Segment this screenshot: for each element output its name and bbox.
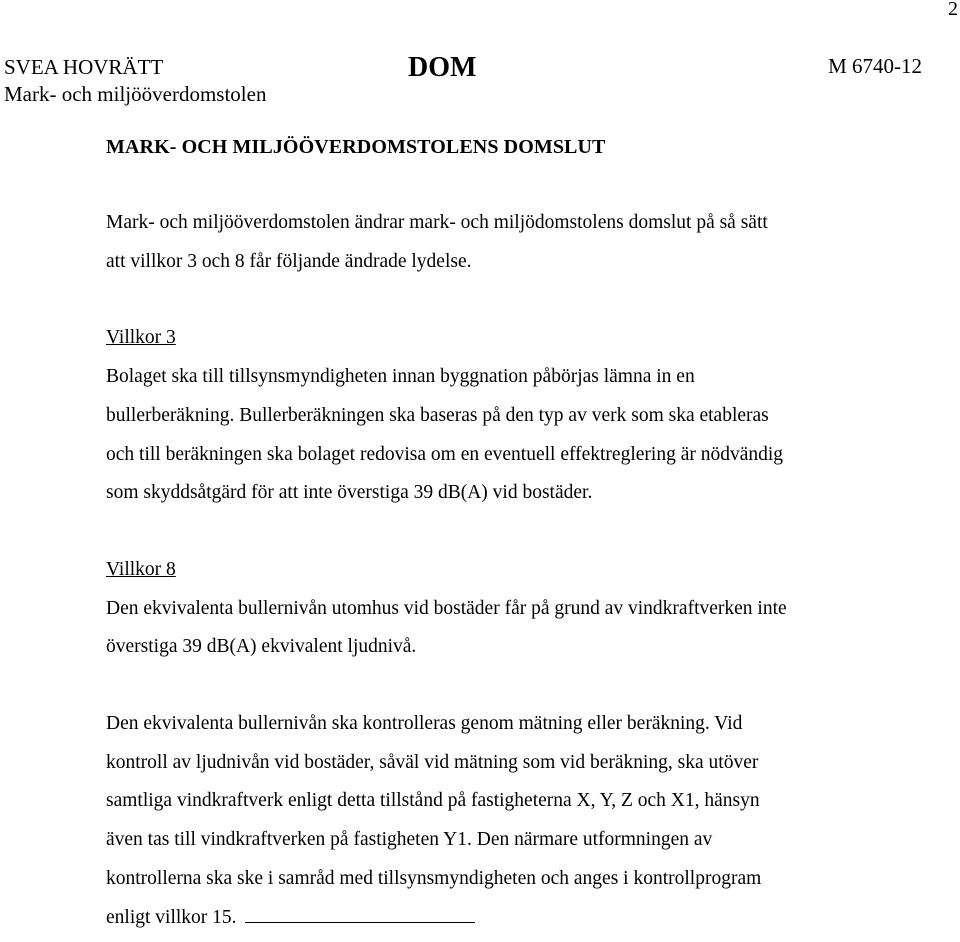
spacer bbox=[106, 166, 906, 204]
text-line: även tas till vindkraftverken på fastigheten Y1. Den närmare utformningen av bbox=[106, 829, 713, 851]
villkor8-title: Villkor 8 bbox=[106, 558, 176, 580]
court-block bbox=[4, 54, 266, 108]
text-line: kontroll av ljudnivån vid bostäder, såväl vid mätning som vid beräkning, ska utöver bbox=[106, 751, 759, 773]
text-line: och till beräkningen ska bolaget redovisa om en eventuell effektreglering är nödvändig bbox=[106, 443, 784, 465]
case-number: M 6740-12 bbox=[828, 54, 922, 78]
villkor3-paragraph bbox=[106, 358, 906, 513]
spacer bbox=[106, 281, 906, 319]
spacer bbox=[106, 513, 906, 551]
document-body bbox=[106, 128, 906, 937]
section-heading: MARK- OCH MILJÖÖVERDOMSTOLENS DOMSLUT bbox=[106, 136, 606, 158]
text-line: som skyddsåtgärd för att inte överstiga 39 dB(A) vid bostäder. bbox=[106, 482, 593, 504]
page-number: 2 bbox=[948, 0, 958, 20]
document-type: DOM bbox=[408, 52, 477, 83]
text-line: Bolaget ska till tillsynsmyndigheten innan byggnation påbörjas lämna in en bbox=[106, 366, 695, 388]
villkor3-title: Villkor 3 bbox=[106, 327, 176, 349]
document-header bbox=[4, 54, 954, 114]
villkor8-paragraph-1 bbox=[106, 590, 906, 667]
text-line: samtliga vindkraftverk enligt detta tillstånd på fastigheterna X, Y, Z och X1, hänsyn bbox=[106, 790, 760, 812]
text-line: överstiga 39 dB(A) ekvivalent ljudnivå. bbox=[106, 636, 417, 658]
text-line: bullerberäkning. Bullerberäkningen ska baseras på den typ av verk som ska etableras bbox=[106, 404, 769, 426]
text-line: Den ekvivalenta bullernivån utomhus vid bostäder får på grund av vindkraftverken inte bbox=[106, 597, 787, 619]
villkor8-paragraph-2 bbox=[106, 705, 906, 937]
text-line: Mark- och miljööverdomstolen ändrar mark- och miljödomstolens domslut på så sätt bbox=[106, 212, 768, 233]
court-name: SVEA HOVRÄTT bbox=[4, 55, 164, 79]
intro-paragraph bbox=[106, 204, 906, 281]
text-line: att villkor 3 och 8 får följande ändrade lydelse. bbox=[106, 250, 472, 272]
text-line: kontrollerna ska ske i samråd med tillsynsmyndigheten och anges i kontrollprogram bbox=[106, 867, 762, 889]
signature-rule bbox=[245, 904, 475, 923]
spacer bbox=[106, 667, 906, 705]
text-line: enligt villkor 15. bbox=[106, 906, 237, 928]
text-line: Den ekvivalenta bullernivån ska kontrolleras genom mätning eller beräkning. Vid bbox=[106, 713, 743, 735]
court-division: Mark- och miljööverdomstolen bbox=[4, 82, 267, 106]
